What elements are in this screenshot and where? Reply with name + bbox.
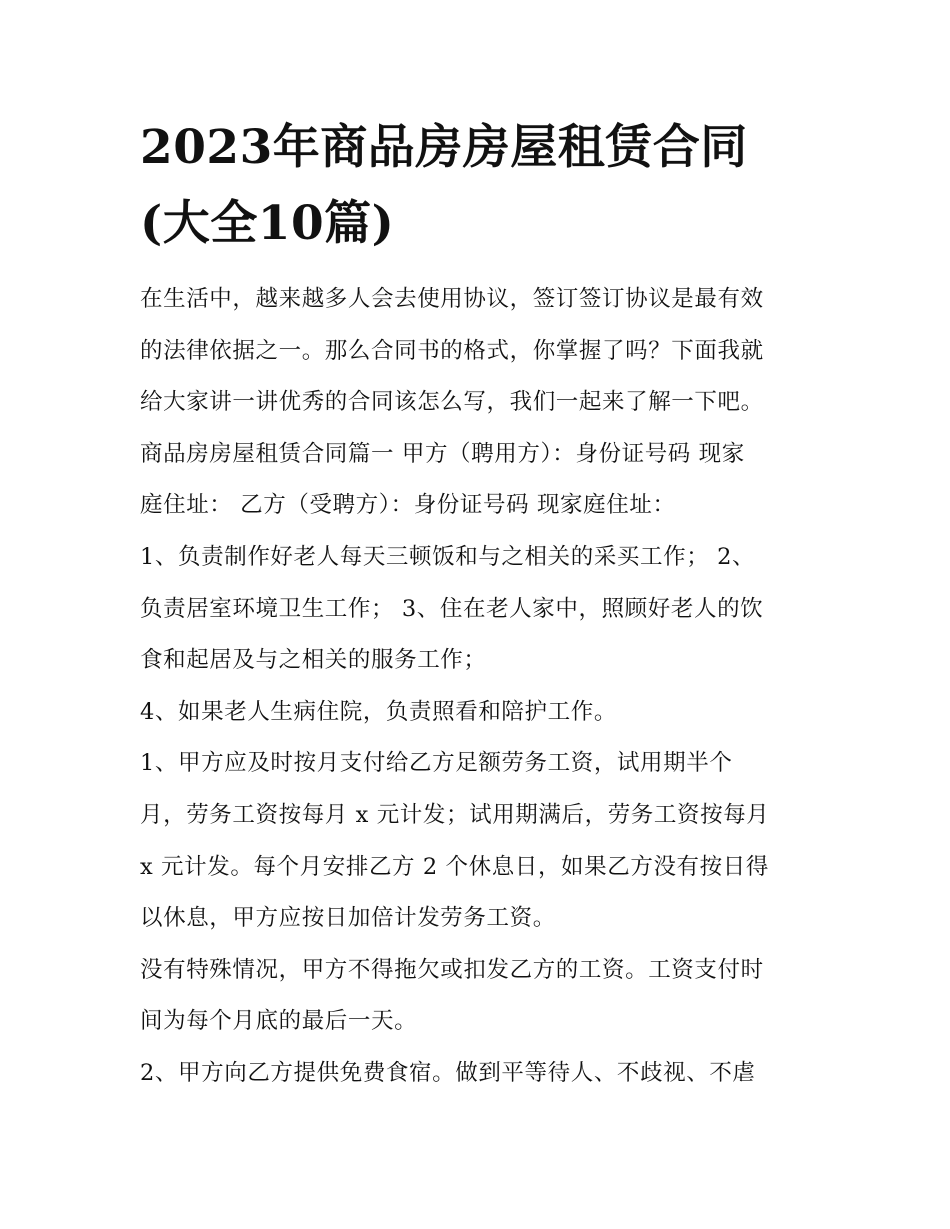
body-line: 月，劳务工资按每月 x 元计发；试用期满后，劳务工资按每月 [140, 801, 770, 828]
body-line: 没有特殊情况，甲方不得拖欠或扣发乙方的工资。工资支付时 [140, 956, 764, 983]
body-line: 1、甲方应及时按月支付给乙方足额劳务工资，试用期半个 [140, 750, 733, 777]
body-line: 4、如果老人生病住院，负责照看和陪护工作。 [140, 698, 617, 725]
body-line: 在生活中，越来越多人会去使用协议，签订签订协议是最有效 [140, 286, 764, 312]
title-line-2: (大全10篇) [140, 196, 395, 251]
body-line: 庭住址： 乙方（受聘方）：身份证号码 现家庭住址： [140, 492, 676, 519]
document-body [140, 274, 820, 1100]
body-line: 1、负责制作好老人每天三顿饭和与之相关的采买工作； 2、 [140, 543, 756, 570]
body-line: 以休息，甲方应按日加倍计发劳务工资。 [140, 905, 556, 932]
body-line: 负责居室环境卫生工作； 3、住在老人家中，照顾好老人的饮 [140, 595, 764, 622]
body-line: 给大家讲一讲优秀的合同该怎么写，我们一起来了解一下吧。 [140, 389, 764, 416]
body-line: x 元计发。每个月安排乙方 2 个休息日，如果乙方没有按日得 [140, 853, 769, 880]
document-title [140, 110, 840, 262]
body-line: 商品房房屋租赁合同篇一 甲方（聘用方）：身份证号码 现家 [140, 440, 745, 467]
body-line: 间为每个月底的最后一天。 [140, 1008, 418, 1035]
body-line: 2、甲方向乙方提供免费食宿。做到平等待人、不歧视、不虐 [140, 1059, 756, 1086]
title-line-1: 2023年商品房房屋租赁合同 [140, 120, 748, 175]
body-line: 食和起居及与之相关的服务工作； [140, 647, 487, 674]
body-line: 的法律依据之一。那么合同书的格式，你掌握了吗？下面我就 [140, 337, 764, 364]
